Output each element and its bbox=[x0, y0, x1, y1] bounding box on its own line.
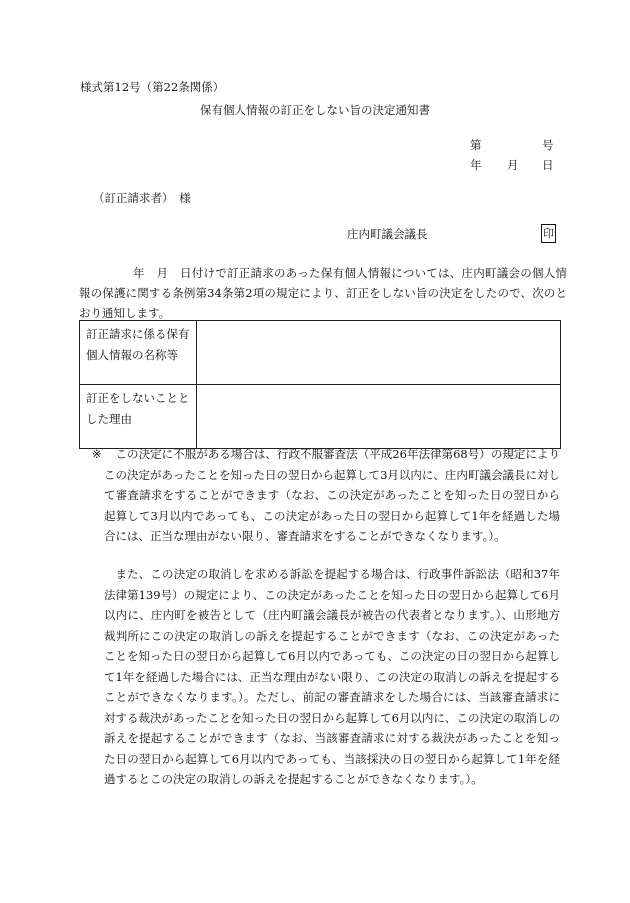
sender-name: 庄内町議会議長 bbox=[347, 227, 428, 241]
document-title: 保有個人情報の訂正をしない旨の決定通知書 bbox=[200, 103, 430, 117]
document-number-prefix: 第 bbox=[470, 138, 482, 152]
note-paragraph-appeal: この決定に不服がある場合は、行政不服審査法（平成26年法律第68号）の規定によりこの決定があったことを知った日の翌日から起算して3月以内に、庄内町議会議長に対して審査請求をすることができます（なお、この決定があったことを知った日の翌日から起算して3月以内であっても、この決定があった日の翌日から起算して1年を経過した場合には、正当な理由がない限り、審査請求をすることができなくなります。）。 bbox=[104, 447, 560, 543]
table-row bbox=[80, 321, 561, 385]
info-table bbox=[79, 320, 561, 449]
row-value-info-name bbox=[197, 321, 561, 385]
body-text: 年 月 日付けで訂正請求のあった保有個人情報については、庄内町議会の個人情報の保護に関する条例第34条第2項の規定により、訂正をしない旨の決定をしたので、次のとおり通知します。 bbox=[79, 266, 567, 320]
form-number: 様式第12号（第22条関係） bbox=[80, 80, 225, 94]
date-year-label: 年 bbox=[470, 158, 482, 172]
row-label-info-name: 訂正請求に係る保有個人情報の名称等 bbox=[80, 321, 197, 385]
table-row bbox=[80, 385, 561, 449]
addressee: （訂正請求者） 様 bbox=[93, 191, 191, 205]
note-paragraph-lawsuit: また、この決定の取消しを求める訴訟を提起する場合は、行政事件訴訟法（昭和37年法律第139号）の規定により、この決定があったことを知った日の翌日から起算して6月以内に、庄内町を被告として（庄内町議会議長が被告の代表者となります。）、山形地方裁判所にこの決定の取消しの訴えを提起することができます（なお、この決定があったことを知った日の翌日から起算して6月以内であっても、この決定の日の翌日から起算して1年を経過した場合には、正当な理由がない限り、この決定の取消しの訴えを提起することができなくなります。）。ただし、前記の審査請求をした場合には、当該審査請求に対する裁決があったことを知った日の翌日から起算して6月以内に、この決定の取消しの訴えを提起することができます（なお、当該審査請求に対する裁決があったことを知った日の翌日から起算して6月以内であっても、当該採決の日の翌日から起算して1年を経過するとこの決定の取消しの訴えを提起することができなくなります。）。 bbox=[104, 567, 560, 786]
date-day-label: 日 bbox=[542, 158, 554, 172]
row-label-reason: 訂正をしないこととした理由 bbox=[80, 385, 197, 449]
document-number-suffix: 号 bbox=[542, 138, 554, 152]
seal-box: 印 bbox=[541, 224, 556, 243]
row-value-reason bbox=[197, 385, 561, 449]
date-month-label: 月 bbox=[507, 158, 519, 172]
note-mark: ※ bbox=[92, 447, 102, 461]
